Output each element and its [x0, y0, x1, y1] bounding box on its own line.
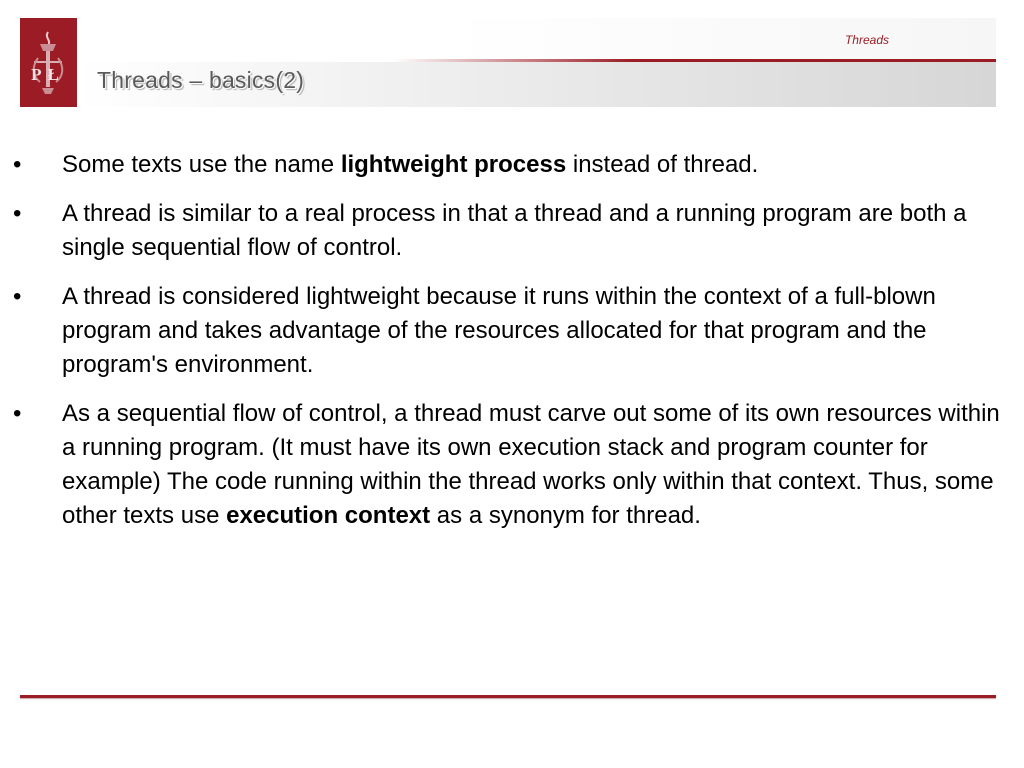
- bullet-item: [0, 197, 1010, 265]
- text-segment: A thread is considered lightweight because it runs within the context of a full-blown program and takes advantage of the resources allocated for that program and the program's environment.: [62, 283, 936, 378]
- university-crest-icon: [20, 18, 77, 107]
- bullet-icon: •: [13, 400, 22, 427]
- bullet-item: [0, 397, 1010, 533]
- bullet-icon: •: [13, 151, 22, 178]
- bullet-text: [62, 400, 1000, 529]
- text-segment: Some texts use the name: [62, 151, 341, 178]
- bullet-text: [62, 151, 758, 178]
- text-segment: as a synonym for thread.: [430, 502, 701, 529]
- bullet-icon: •: [13, 200, 22, 227]
- bullet-item: [0, 280, 1010, 382]
- text-segment: A thread is similar to a real process in that a thread and a running program are both a single sequential flow of control.: [62, 200, 967, 261]
- bullet-item: [0, 148, 1010, 182]
- section-label: Threads: [844, 33, 889, 47]
- bullet-text: [62, 200, 967, 261]
- slide-title: Threads – basics(2): [97, 67, 305, 93]
- header-accent-line: [392, 59, 996, 62]
- bullet-list: [0, 148, 1010, 548]
- bold-term: execution context: [226, 502, 431, 529]
- text-segment: As a sequential flow of control, a thread must carve out some of its own resources within a running program. (It must have its own execution stack and program counter for example) The code running within the thread works only within that context. Thus, some other texts use: [62, 400, 1000, 529]
- bullet-icon: •: [13, 283, 22, 310]
- logo-letters: PŁ: [31, 65, 65, 84]
- bold-term: lightweight process: [340, 151, 567, 178]
- text-segment: instead of thread.: [566, 151, 759, 178]
- bullet-text: [62, 283, 936, 378]
- footer-divider: [20, 695, 996, 698]
